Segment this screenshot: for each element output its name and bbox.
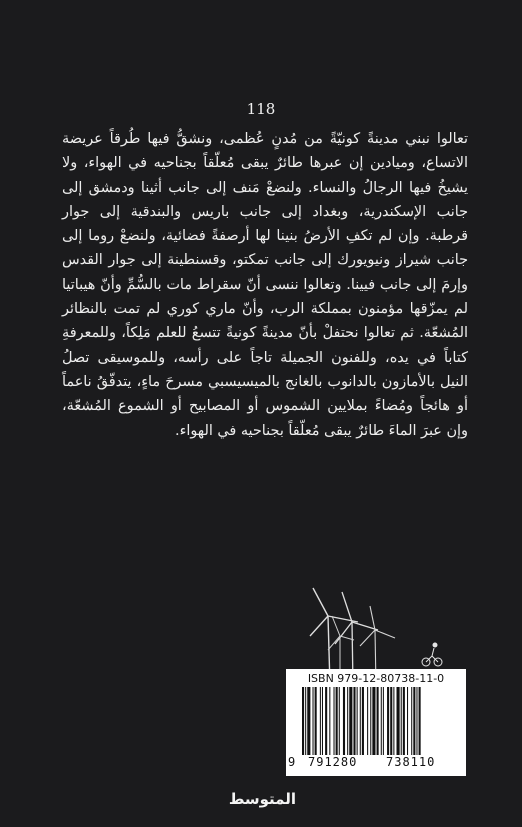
cyclist-icon bbox=[422, 643, 442, 666]
barcode-digits bbox=[286, 755, 466, 773]
isbn-label: ISBN 979-12-80738-11-0 bbox=[307, 672, 445, 685]
barcode-first-digit: 9 bbox=[288, 755, 296, 769]
body-paragraph: تعالوا نبني مدينةً كونيّةً من مُدنٍ عُظمى، ونشقُّ فيها طُرقاً عريضة الاتساع، وميادين إن عبرها طائرٌ يبقى مُعلّقاً بجناحيه في الهواء، ولا يشيخُ فيها الرجالُ والنساء. ولنضعْ مَنف إلى جانب أثينا ودمشق إلى جانب الإسكندرية، وبغداد إلى جانب باريس والبندقية إلى جوار قرطبة. وإن لم تكفِ الأرضُ بنينا لها أرصفةً فضائية، ولنضعْ روما إلى جانب شيراز ونيويورك إلى جانب تمكتو، وقسنطينة إلى جوار القدس وإرمَ إلى جانب فيينا. وتعالوا ننسى أنّ سقراط مات بالسُّمِّ وأنّ هيباتيا لم يمزّقها مؤمنون بمملكة الرب، وأنّ ماري كوري لم تمت بالنظائر المُشعّة. ثم تعالوا نحتفلْ بأنّ مدينةً كونيةً تتسعُ للعلم مَلِكاً، وللمعرفةِ كتاباً في يده، وللفنون الجميلة تاجاً على رأسه، وللموسيقى تصلُ النيل بالأمازون بالدانوب بالغانج بالميسيسبي مسرحَ ماءٍ، يتدفّقُ ناعماً أو هائجاً ومُضاءً بملايين الشموس أو المصابيح أو الشموع المُشعّة، وإن عبرَ الماءَ طائرٌ يبقى مُعلّقاً بجناحيه في الهواء. bbox=[62, 131, 469, 439]
barcode-left-group: 791280 bbox=[308, 755, 358, 769]
page-number: 118 bbox=[246, 100, 276, 118]
barcode-bars bbox=[298, 687, 458, 755]
barcode-right-group: 738110 bbox=[386, 755, 436, 769]
body-text-block bbox=[62, 127, 468, 443]
publisher-logo: المتوسط bbox=[228, 790, 296, 808]
isbn-barcode bbox=[286, 669, 466, 776]
